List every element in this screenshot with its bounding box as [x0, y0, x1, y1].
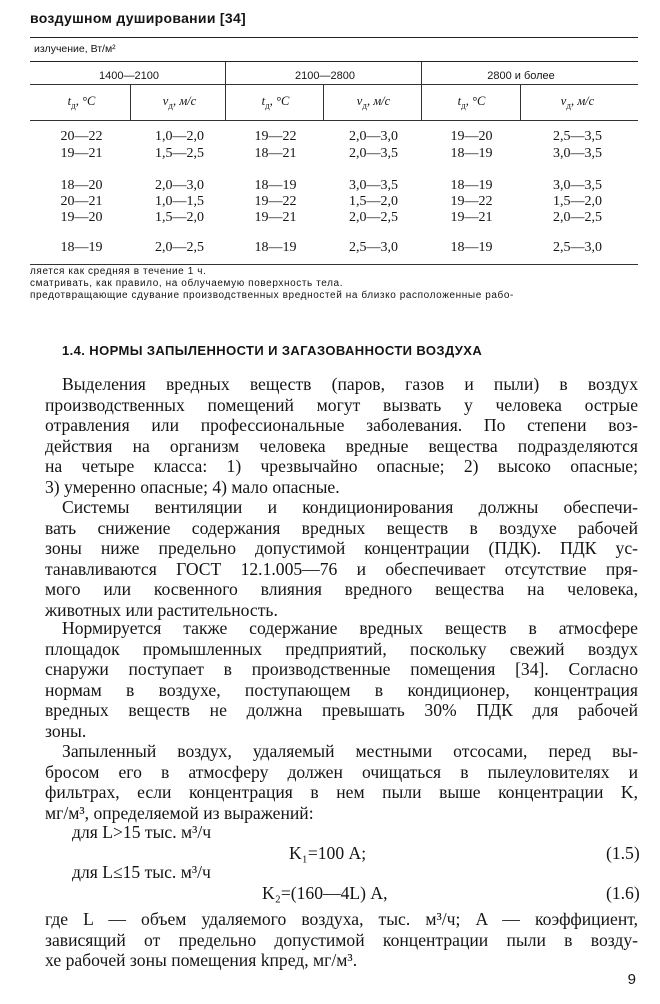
- formula-equation: K₁=100 А;: [289, 843, 367, 863]
- table-cell: 18—21: [254, 146, 297, 161]
- text-line: танавливаются ГОСТ 12.1.005—76 и обеспечивает отсутствие пря-: [45, 558, 638, 579]
- table-note: сматривать, как правило, на облучаемую поверхность тела.: [30, 278, 344, 289]
- text-line: вать снижение содержания вредных веществ в воздухе рабочей: [45, 517, 638, 538]
- text-line: производственных помещений могут вызвать у человека острые: [45, 394, 638, 415]
- table-cell: 1,0—2,0: [155, 129, 204, 144]
- table-group-header: 2800 и более: [487, 70, 555, 82]
- table-cell: 1,5—2,0: [349, 194, 398, 209]
- table-column-divider: [323, 84, 324, 120]
- table-cell: 19—22: [450, 194, 493, 209]
- table-cell: 18—19: [254, 240, 297, 255]
- table-subheader-temp: $t_д$, °С: [261, 94, 290, 111]
- text-line: вредных веществ не должна превышать 30% ПДК для рабочей: [45, 700, 638, 720]
- table-subheader-velocity: $v_д$, м/с: [162, 94, 197, 111]
- text-line: нормам в воздухе, поступающем в кондиционер, концентрация: [45, 679, 638, 700]
- closing-paragraph: [45, 909, 638, 971]
- table-cell: 18—19: [450, 146, 493, 161]
- table-column-divider: [225, 62, 226, 120]
- table-cell: 19—21: [254, 210, 297, 225]
- table-header-bottom-rule: [30, 120, 638, 121]
- table-cell: 19—20: [60, 210, 103, 225]
- table-column-divider: [520, 84, 521, 120]
- text-line: снаружи поступает в производственные помещения [34]. Согласно: [45, 659, 638, 679]
- table-header-rule: [30, 84, 638, 85]
- table-cell: 2,5—3,0: [349, 240, 398, 255]
- paragraph: [45, 741, 638, 823]
- text-line: действия на организм человека вредные вещества подразделяются: [45, 435, 638, 456]
- paragraph: [45, 618, 638, 741]
- text-line: Нормируется также содержание вредных веществ в атмосфере: [62, 618, 638, 638]
- paragraph: [45, 374, 638, 497]
- table-cell: 2,0—3,5: [349, 146, 398, 161]
- table-cell: 2,0—2,5: [349, 210, 398, 225]
- table-bottom-rule: [30, 264, 638, 265]
- table-subheader-velocity: $v_д$, м/с: [356, 94, 391, 111]
- table-subheader-velocity: $v_д$, м/с: [560, 94, 595, 111]
- text-line: Выделения вредных веществ (паров, газов и пыли) в воздух: [62, 374, 638, 394]
- table-cell: 1,5—2,5: [155, 146, 204, 161]
- table-cell: 18—20: [60, 178, 103, 193]
- table-cell: 19—21: [60, 146, 103, 161]
- table-cell: 19—21: [450, 210, 493, 225]
- text-line: Системы вентиляции и кондиционирования должны обеспечи-: [62, 497, 638, 517]
- text-line: мого или косвенного влияния вредного вещества на человека,: [45, 579, 638, 599]
- text-line: на четыре класса: 1) чрезвычайно опасные; 2) высоко опасные;: [45, 456, 638, 476]
- table-caption: излучение, Вт/м²: [34, 43, 116, 55]
- table-cell: 20—21: [60, 194, 103, 209]
- table-cell: 2,0—3,0: [349, 129, 398, 144]
- table-group-header: 1400—2100: [99, 70, 159, 82]
- table-cell: 20—22: [60, 129, 103, 144]
- text-line: фильтрах, если концентрация в нем пыли выше концентрации K,: [45, 782, 638, 802]
- formula-equation: K₂=(160—4L) А,: [262, 883, 388, 903]
- formula-condition: для L>15 тыс. м³/ч: [72, 822, 212, 842]
- running-head: воздушном душировании [34]: [30, 10, 247, 26]
- table-cell: 18—19: [450, 240, 493, 255]
- table-subheader-temp: $t_д$, °С: [457, 94, 486, 111]
- table-column-divider: [130, 84, 131, 120]
- text-line: животных или растительность.: [45, 599, 278, 620]
- table-note: ляется как средняя в течение 1 ч.: [30, 266, 207, 277]
- text-line: отравления или профессиональные заболевания. По степени воз-: [45, 415, 638, 435]
- formula-condition: для L≤15 тыс. м³/ч: [72, 862, 211, 882]
- text-line: хе рабочей зоны помещения kпред, мг/м³.: [45, 950, 358, 970]
- text-line: зоны.: [45, 720, 87, 741]
- table-cell: 1,0—1,5: [155, 194, 204, 209]
- table-cell: 1,5—2,0: [155, 210, 204, 225]
- table-cell: 19—22: [254, 194, 297, 209]
- table-cell: 19—20: [450, 129, 493, 144]
- page-number: 9: [627, 971, 636, 988]
- table-cell: 2,0—3,0: [155, 178, 204, 193]
- table-cell: 19—22: [254, 129, 297, 144]
- table-cell: 1,5—2,0: [553, 194, 602, 209]
- text-line: где L — объем удаляемого воздуха, тыс. м³/ч; A — коэффициент,: [45, 909, 638, 929]
- table-note: предотвращающие сдувание производственных вредностей на близко расположенные рабо-: [30, 290, 514, 301]
- table-cell: 2,5—3,5: [553, 129, 602, 144]
- section-title: 1.4. НОРМЫ ЗАПЫЛЕННОСТИ И ЗАГАЗОВАННОСТИ ВОЗДУХА: [62, 343, 483, 358]
- table-cell: 2,5—3,0: [553, 240, 602, 255]
- formula-number: (1.5): [606, 843, 640, 863]
- table-cell: 18—19: [450, 178, 493, 193]
- text-line: 3) умеренно опасные; 4) мало опасные.: [45, 476, 340, 497]
- table-top-rule: [30, 61, 638, 62]
- formula-number: (1.6): [606, 883, 640, 903]
- table-cell: 18—19: [60, 240, 103, 255]
- table-cell: 2,0—2,5: [155, 240, 204, 255]
- top-rule: [30, 37, 638, 38]
- text-line: Запыленный воздух, удаляемый местными отсосами, перед вы-: [62, 741, 638, 761]
- table-cell: 3,0—3,5: [349, 178, 398, 193]
- table-cell: 18—19: [254, 178, 297, 193]
- text-line: бросом его в атмосферу должен очищаться в пылеуловителях и: [45, 761, 638, 782]
- table-subheader-temp: $t_д$, °С: [67, 94, 96, 111]
- table-cell: 3,0—3,5: [553, 146, 602, 161]
- paragraph: [45, 497, 638, 620]
- table-column-divider: [421, 62, 422, 120]
- text-line: площадок промышленных предприятий, поскольку свежий воздух: [45, 638, 638, 659]
- table-group-header: 2100—2800: [295, 70, 355, 82]
- table-cell: 2,0—2,5: [553, 210, 602, 225]
- text-line: зоны ниже предельно допустимой концентрации (ПДК). ПДК ус-: [45, 538, 638, 558]
- text-line: зависящий от предельно допустимой концентрации пыли в возду-: [45, 929, 638, 950]
- table-cell: 3,0—3,5: [553, 178, 602, 193]
- text-line: мг/м³, определяемой из выражений:: [45, 802, 314, 823]
